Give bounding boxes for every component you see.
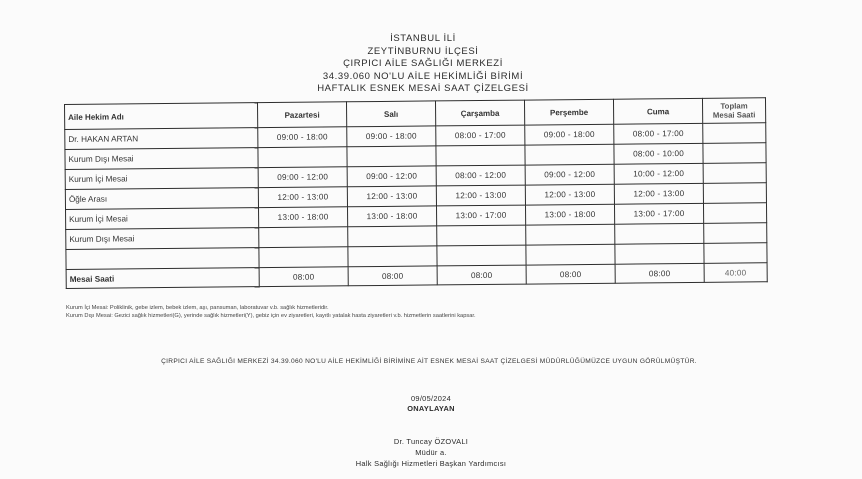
time-cell: 09:00 - 18:00 xyxy=(347,126,436,147)
day-header-thursday: Perşembe xyxy=(524,99,613,125)
total-column-header xyxy=(702,98,765,124)
time-cell xyxy=(258,147,347,168)
time-cell xyxy=(615,243,704,264)
time-cell xyxy=(437,225,526,246)
row-label: Dr. HAKAN ARTAN xyxy=(65,128,258,150)
time-cell xyxy=(615,223,704,244)
total-cell xyxy=(703,203,766,224)
total-cell xyxy=(703,123,766,144)
day-header-friday: Cuma xyxy=(613,98,702,124)
time-cell xyxy=(259,227,348,248)
time-cell: 08:00 - 10:00 xyxy=(614,143,703,164)
row-label: Kurum İçi Mesai xyxy=(65,168,258,190)
time-cell xyxy=(259,247,348,268)
time-cell: 13:00 - 17:00 xyxy=(436,205,525,226)
time-cell: 08:00 - 17:00 xyxy=(436,125,525,146)
total-header-line1: Toplam xyxy=(720,101,748,111)
total-header-line2: Mesai Saati xyxy=(712,110,756,120)
total-cell xyxy=(703,183,766,204)
day-header-wednesday: Çarşamba xyxy=(435,100,524,126)
time-cell: 09:00 - 12:00 xyxy=(525,164,614,185)
time-cell: 08:00 - 12:00 xyxy=(436,165,525,186)
approval-date: 09/05/2024 xyxy=(411,394,451,403)
time-cell: 09:00 - 12:00 xyxy=(258,167,347,188)
row-label: Kurum Dışı Mesai xyxy=(66,228,259,250)
time-cell: 09:00 - 18:00 xyxy=(258,127,347,148)
sum-cell: 08:00 xyxy=(615,263,704,283)
document-title: HAFTALIK ESNEK MESAİ SAAT ÇİZELGESİ xyxy=(317,83,529,95)
name-column-header: Aile Hekim Adı xyxy=(65,103,258,130)
approver-label: ONAYLAYAN xyxy=(407,404,455,413)
time-cell: 13:00 - 18:00 xyxy=(347,206,436,227)
sum-cell: 08:00 xyxy=(526,264,615,284)
province-title: İSTANBUL İLİ xyxy=(390,33,456,44)
time-cell xyxy=(526,244,615,265)
row-label: Öğle Arası xyxy=(65,188,258,210)
sum-row-label: Mesai Saati xyxy=(66,268,259,289)
district-title: ZEYTİNBURNU İLÇESİ xyxy=(367,45,479,57)
time-cell: 13:00 - 18:00 xyxy=(259,207,348,228)
row-label xyxy=(66,248,259,270)
note-external-work: Kurum Dışı Mesai: Gezici sağlık hizmetleri(G), yerinde sağlık hizmetleri(Y), gebiz için ev ziyaretleri, kayıtlı yatalak hasta ziyaretleri v.b. hizmetlerin saatlerini kapsar. xyxy=(66,313,476,319)
document-header xyxy=(0,33,854,96)
total-cell xyxy=(703,163,766,184)
signer-role: Halk Sağlığı Hizmetleri Başkan Yardımcısı xyxy=(355,459,507,468)
time-cell: 09:00 - 18:00 xyxy=(525,124,614,145)
time-cell xyxy=(437,245,526,266)
total-cell xyxy=(704,243,767,264)
day-header-monday: Pazartesi xyxy=(257,102,346,128)
approval-statement: ÇIRPICI AİLE SAĞLIĞI MERKEZİ 34.39.060 NO'LU AİLE HEKİMLİĞİ BİRİMİNE AİT ESNEK MESAİ SAAT ÇİZELGESİ MÜDÜRLÜĞÜMÜZCE UYGUN GÖRÜLMÜŞTÜR. xyxy=(161,358,697,365)
total-cell xyxy=(703,143,766,164)
total-cell xyxy=(704,223,767,244)
schedule-table xyxy=(64,97,768,289)
time-cell: 12:00 - 13:00 xyxy=(614,183,703,204)
time-cell: 12:00 - 13:00 xyxy=(258,187,347,208)
time-cell xyxy=(348,226,437,247)
center-title: ÇIRPICI AİLE SAĞLIĞI MERKEZİ xyxy=(343,58,503,70)
time-cell xyxy=(525,144,614,165)
time-cell: 13:00 - 18:00 xyxy=(525,204,614,225)
sum-cell: 08:00 xyxy=(348,266,437,286)
row-label: Kurum Dışı Mesai xyxy=(65,148,258,170)
time-cell: 08:00 - 17:00 xyxy=(614,123,703,144)
time-cell: 13:00 - 17:00 xyxy=(614,203,703,224)
time-cell: 12:00 - 13:00 xyxy=(525,184,614,205)
sum-cell: 08:00 xyxy=(259,267,348,287)
time-cell xyxy=(436,145,525,166)
signer-name: Dr. Tuncay ÖZOVALI xyxy=(393,437,469,446)
schedule-rows xyxy=(65,123,767,270)
time-cell: 09:00 - 12:00 xyxy=(347,166,436,187)
day-header-tuesday: Salı xyxy=(346,101,435,127)
time-cell xyxy=(347,146,436,167)
time-cell: 12:00 - 13:00 xyxy=(347,186,436,207)
unit-title: 34.39.060 NO'LU AİLE HEKİMLİĞİ BİRİMİ xyxy=(322,70,524,82)
time-cell: 12:00 - 13:00 xyxy=(436,185,525,206)
row-label: Kurum İçi Mesai xyxy=(66,208,259,230)
sum-total-cell: 40:00 xyxy=(704,263,767,283)
sum-cell: 08:00 xyxy=(437,265,526,285)
signer-title: Müdür a. xyxy=(415,448,447,457)
time-cell xyxy=(348,246,437,267)
time-cell xyxy=(526,224,615,245)
time-cell: 10:00 - 12:00 xyxy=(614,163,703,184)
note-internal-work: Kurum İçi Mesai: Poliklinik, gebe izlem, bebek izlem, aşı, pansuman, laboratuvar v.b. sağlık hizmetleridir. xyxy=(66,305,329,311)
